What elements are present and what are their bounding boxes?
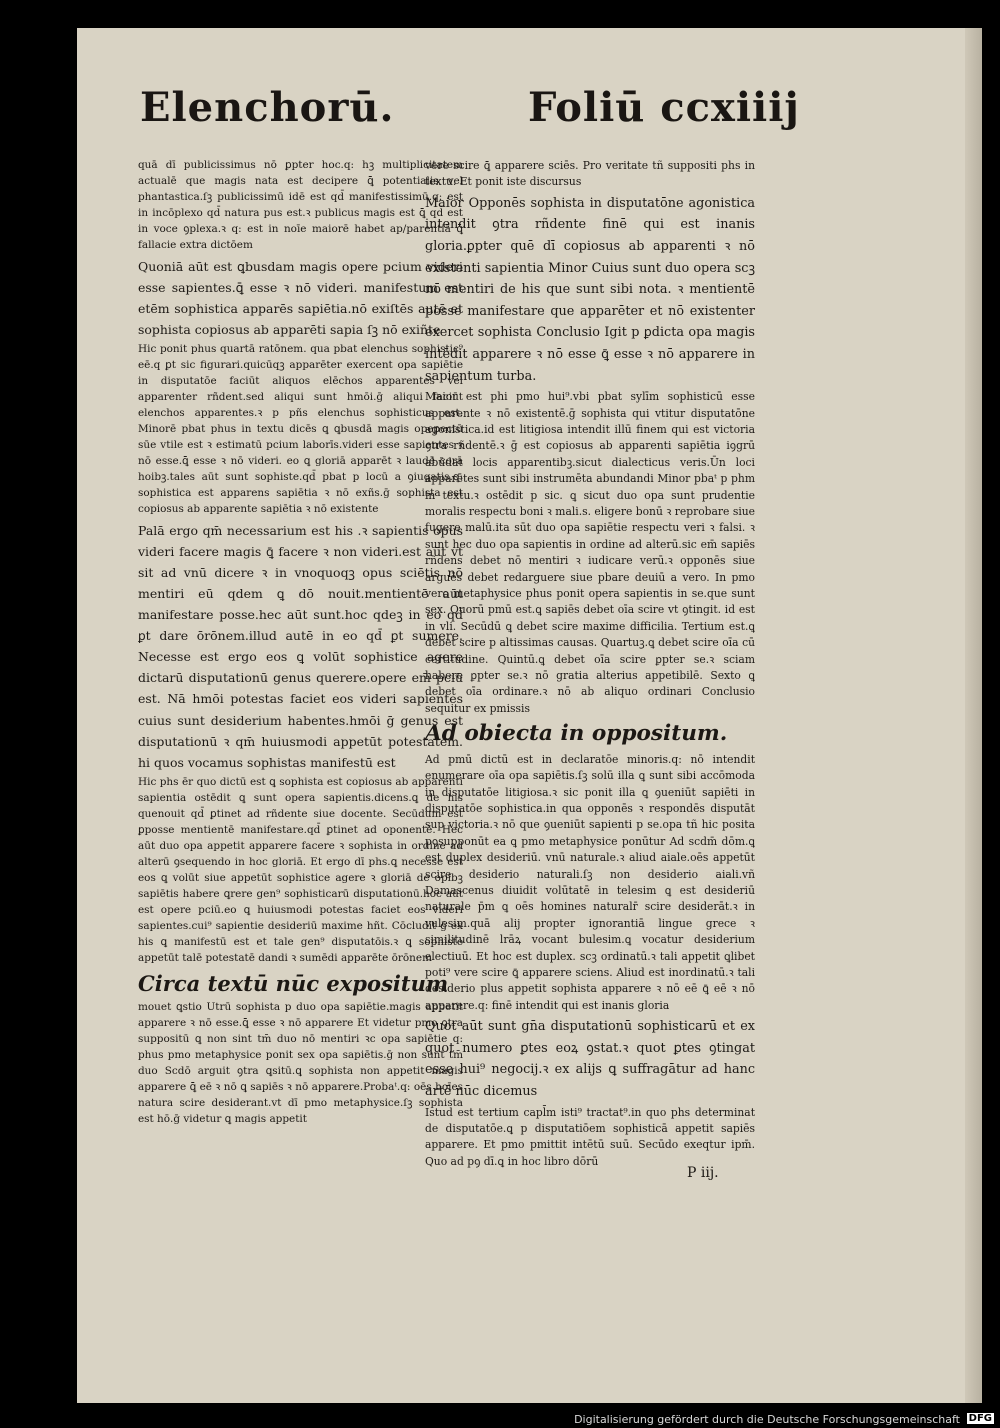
paragraph: vere scire ꝗ̄ apparere sciēs. Pro veritate tñ suppositi phs in textu. Et ponit iste discursus	[425, 159, 755, 189]
left-column	[138, 158, 463, 1128]
commentary: Hic ponit phus quartā ratōnem. qua pbat elenchus sophistic⁹ eē.q ꝑt sic figurari.quicūqꝫ apparēter exercent opa sapiētie in disputatōe faciūt aliquos elēchos apparentes vel apparenter rñdent.sed aliqui sunt hmōi.ḡ aliqui faciūt elenchos apparentes.ꝛ p pñs elenchus sophisticus est. Minorē pbat phus in textu dicēs ꝗ ꝗbusdā magis opeꝑectū sūe vtile est ꝛ estimatū pcium laborīs.videri esse sapientes ꝛ nō esse.ꝗ̄ esse ꝛ nō videri. eo ꝗ gloriā apparēt ꝛ laudē corā hoibꝫ.tales aūt sunt sophiste.qd̄ pbat p locū a ꝯiugatis.ꝗ: sophistica est apparens sapiētia ꝛ nō exñs.ḡ sophista est copiosus ab apparente sapiētia ꝛ nō existente	[138, 343, 463, 515]
section-heading: Circa textū nūc expositum	[138, 970, 449, 996]
section-heading: Ad obiecta in oppositum.	[425, 721, 728, 747]
header-right: Foliū ccxiiij	[528, 84, 800, 131]
answer-text: Ad pmū dictū est in declaratōe minoris.q: nō intendit enumerare oīa opa sapiētis.ſꝫ solū illa ꝗ sunt sibi accōmoda in disputatōe litigiosa.ꝛ sic ponit illa ꝗ ꝯueniūt sapiēti in disputatōe sophistica.in qua opponēs ꝛ respondēs disputāt sup victoria.ꝛ nō que ꝯueniūt sapienti p se.opa tñ hic posita pꝯsupponūt ea ꝗ pmo metaphysice ponūtur Ad scdm̄ dōm.ꝗ est duplex desideriū. vnū naturale.ꝛ aliud aiale.oēs appetūt scire desiderio naturali.ſꝫ non desiderio aiali.vñ Damascenus diuidit volūtatē in telesim ꝗ est desideriū naturale p̄m ꝗ oēs homines naturalr̄ scire desiderāt.ꝛ in vulesim.quā alij propter ignorantiā lingue grece ꝛ similitudinē lrāꝝ vocant bulesim.ꝗ vocatur desiderium electiuū. Et hoc est duplex. scꝫ ordinatū.ꝛ tali appetit ꝗlibet poti⁹ vere scire ꝗ̄ apparere sciens. Aliud est inordinatū.ꝛ tali desiderio plus appetit sophista apparere ꝛ nō eē ꝗ̄ eē ꝛ nō apparere.q: finē intendit qui est inanis gloria	[425, 752, 755, 1012]
footer-bar	[0, 1412, 1000, 1428]
commentary: Maior est phi pmo hui⁹.vbi pbat sylīm sophisticū esse apparente ꝛ nō existentē.ḡ sophista qui vtitur disputatōne agonistica.id est litigiosa intendit illū finem qui est victoria ꝯtra rñdentē.ꝛ ḡ est copiosus ab apparenti sapiētia iꝯgrū abūdat locis apparentibꝫ.sicut dialecticus veris.Ūn loci apparētes sunt sibi instrumēta abundandi Minor pbaᵗ p phm in textu.ꝛ ostēdit p sic. ꝗ sicut duo opa sunt prudentie moralis respectu boni ꝛ mali.s. eligere bonū ꝛ reprobare siue fugere malū.ita sūt duo opa sapiētie respectu veri ꝛ falsi. ꝛ sunt hec duo opa sapientis in ordine ad alterū.sic em̄ sapiēs rñdens debet nō mentiri ꝛ iudicare verū.ꝛ opponēs siue arguēs debet redarguere siue pbare deuiū a vero. In pmo vero metaphysice phus ponit opera sapientis in se.que sunt sex. Quorū pmū est.ꝗ sapiēs debet oīa scire vt ꝯtingit. id est in vli. Secūdū ꝗ debet scire maxime difficilia. Tertium est.ꝗ debet scire p altissimas causas. Quartuꝫ.ꝗ debet scire oīa cū certitudine. Quintū.ꝗ debet oīa scire ꝑpter se.ꝛ sciam habere ꝑpter se.ꝛ nō gratia alterius appetibilē. Sexto ꝗ debet oīa ordinare.ꝛ nō ab aliquo ordinari Conclusio sequitur ex pmissis	[425, 390, 755, 715]
question-text: mouet ꝗstio Utrū sophista p duo opa sapiētie.magis appetit apparere ꝛ nō esse.ꝗ̄ esse ꝛ nō apparere Et videtur pmo ꝯtra suppositū ꝗ non sint tm̄ duo nō mentiri ꝛc opa sapiētie q: phus pmo metaphysice ponit sex opa sapiētis.ḡ non sunt tm̄ duo Scdō arguit ꝯtra ꝗsitū.ꝗ sophista non appetit magis apparere ꝗ̄ eē ꝛ nō ꝗ sapiēs ꝛ nō apparere.Probaᵗ.q: oēs hoīes natura scire desiderant.vt dī pmo metaphysice.ſꝫ sophista est hō.ḡ videtur ꝗ magis appetit	[138, 1001, 463, 1126]
syllogism-text: Maior Opponēs sophista in disputatōne agonistica intendit ꝯtra rñdente finē qui est inanis gloria.ꝑpter quē dī copiosus ab apparenti ꝛ nō existenti sapientia Minor Cuius sunt duo opera scꝫ nō mentiri de his que sunt sibi nota. ꝛ mentientē posse manifestare que apparēter et nō existenter exercet sophista Conclusio Igit p ꝑdicta opa magis intēdit apparere ꝛ nō esse ꝗ̄ esse ꝛ nō apparere in sapientum turba.	[425, 195, 755, 384]
dfg-logo: DFG	[968, 1413, 992, 1424]
page-edge	[965, 28, 982, 1403]
footer-credit: Digitalisierung gefördert durch die Deutsche Forschungsgemeinschaft	[574, 1413, 960, 1426]
commentary: Hic phs ēr quo dictū est ꝗ sophista est copiosus ab apparenti sapientia ostēdit ꝗ sunt opera sapientis.dicens.ꝗ de his quenouit qd̄ ꝑtinet ad rñdente siue docente. Secūdum est ꝑposse mentientē manifestare.qd̄ ꝑtinet ad oponentē. Hec aūt duo opa appetit apparere facere ꝛ sophista in ordine ad alterū ꝯsequendo in hoc gloriā. Et ergo dī phs.ꝗ necesse est eos ꝗ volūt siue appetūt sophistice agere ꝛ gloriā de opibꝫ sapiētis habere ꝗrere gen⁹ sophisticarū disputationū.hoc aūt est opere pciū.eo ꝗ huiusmodi potestas faciet eos videri sapientes.cui⁹ sapientie desideriū maxime hñt. Cōcludit ḡ ex his ꝗ manifestū est et tale gen⁹ disputatōis.ꝛ ꝗ sophiste appetūt talē potestatē dandi ꝛ sumēdi apparēte ōrōnem	[138, 775, 463, 964]
right-column	[425, 158, 755, 1170]
lemma-text: Palā ergo qm̄ necessarium est his .ꝛ sapientis opus videri facere magis ꝗ̄ facere ꝛ non videri.est aūt vt sit ad vnū dicere ꝛ in vnoquoqꝫ opus sciētis nō mentiri eū qdem ꝗ dō nouit.mentientē aūt manifestare posse.hec aūt sunt.hoc qdeꝫ in eo qd̄ ꝑt dare ōrōnem.illud autē in eo qd̄ ꝑt sumere. Necesse est ergo eos ꝗ volūt sophistice agere dictarū disputationū genus querere.opere em̄ pciū est. Nā hmōi potestas faciet eos videri sapientes cuius sunt desiderium habentes.hmōi ḡ genus est disputationū ꝛ qm̄ huiusmodi appetūt potestatem. hi quos vocamus sophistas manifestū est	[138, 522, 463, 770]
signature-mark: P iij.	[687, 1165, 719, 1181]
lemma-text: Quoniā aūt est ꝗbusdam magis opere pcium videri esse sapientes.ꝗ̄ esse ꝛ nō videri. manifestum est etēm sophistica apparēs sapiētia.nō exiſtēs autē et sophista copiosus ab apparēti sapia ſꝫ nō exiñte	[138, 258, 463, 338]
chapter-intro: Istud est tertium capl̄m isti⁹ tractat⁹.in quo phs determinat de disputatōe.ꝗ p disputatiōem sophisticā appetit sapiēs apparere. Et pmo pmittit intētū suū. Secūdo exeqtur ipm̄. Quo ad pꝯ dī.ꝗ in hoc libro dōrū	[425, 1105, 755, 1168]
header-left: Elenchorū.	[140, 84, 395, 131]
paragraph: quā dī publicissimus nō ꝑpter hoc.q: hꝫ multiplicitatem actualē que magis nata est decipere ꝗ̄ potentialis vel phantastica.ſꝫ publicissimū idē est qd̄ manifestissimū.q: est in incōplexo qd̄ natura pus est.ꝛ publicus magis est ꝗ̄ qd̄ est in voce ꝯplexa.ꝛ q: est in noīe maiorē habet ap/parentiā ꝗ̄ fallacie extra dictōem	[138, 159, 463, 251]
chapter-lemma: Quot aūt sunt gn̄a disputationū sophisticarū et ex quot numero ꝑtes eoꝝ ꝯstat.ꝛ quot ꝑtes ꝯtingat esse hui⁹ negocij.ꝛ ex alijs ꝗ suffragātur ad hanc artē nūc dicemus	[425, 1019, 755, 1099]
